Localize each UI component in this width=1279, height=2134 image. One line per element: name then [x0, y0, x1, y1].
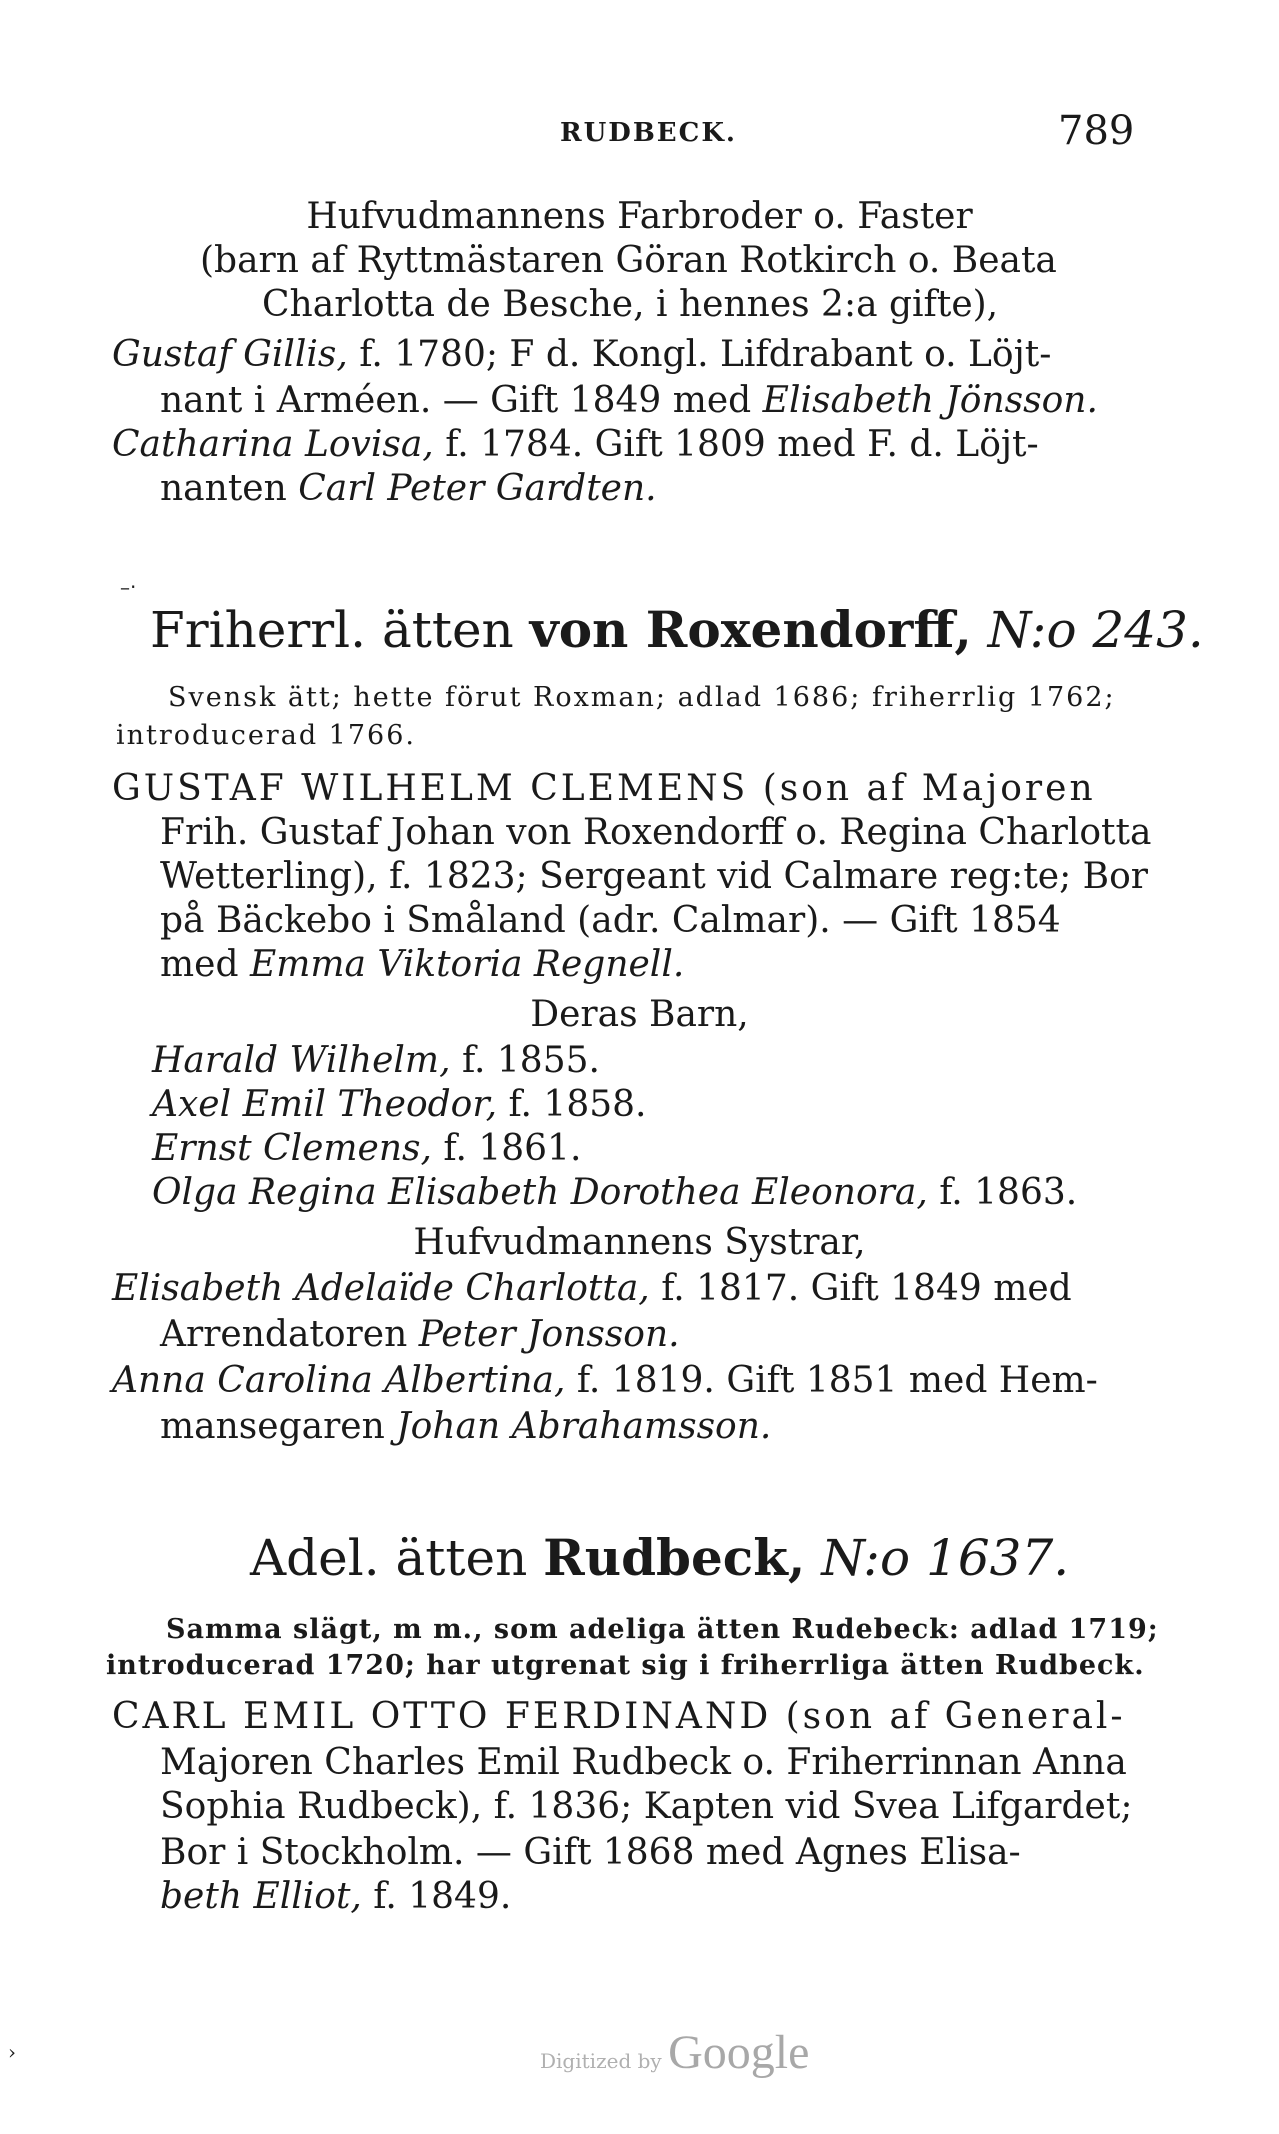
family-note: Samma slägt, m m., som adeliga ätten Rudebeck: adlad 1719; — [166, 1614, 1159, 1645]
family-title: Adel. ätten Rudbeck, N:o 1637. — [250, 1528, 1070, 1587]
entry-text: nant i Arméen. — Gift 1849 med — [160, 380, 763, 421]
main-entry-line: Sophia Rudbeck), f. 1836; Kapten vid Svea Lifgardet; — [160, 1786, 1133, 1827]
sister-name: Anna Carolina Albertina, — [112, 1360, 566, 1401]
text-line: Charlotta de Besche, i hennes 2:a gifte), — [262, 284, 999, 325]
entry-text: f. 1784. Gift 1809 med F. d. Löjt- — [433, 424, 1039, 465]
child-name: Harald Wilhelm, — [152, 1040, 451, 1081]
section-heading: Hufvudmannens Farbroder o. Faster — [306, 196, 973, 237]
main-entry-line: Wetterling), f. 1823; Sergeant vid Calmare reg:te; Bor — [160, 856, 1148, 897]
entry-line — [112, 334, 1051, 375]
spouse-name: Peter Jonsson. — [418, 1314, 680, 1355]
entry-line — [160, 380, 1098, 421]
sisters-heading: Hufvudmannens Systrar, — [413, 1222, 866, 1263]
running-head: RUDBECK. — [560, 118, 737, 148]
main-entry-line: Bor i Stockholm. — Gift 1868 med Agnes Elisa- — [160, 1832, 1021, 1873]
main-entry-line: beth Elliot, f. 1849. — [160, 1876, 512, 1917]
sister-entry: Elisabeth Adelaïde Charlotta, f. 1817. Gift 1849 med — [112, 1268, 1072, 1309]
sister-name: Elisabeth Adelaïde Charlotta, — [112, 1268, 650, 1309]
family-note: Svensk ätt; hette förut Roxman; adlad 1686; friherrlig 1762; — [168, 682, 1116, 713]
child-name: Olga Regina Elisabeth Dorothea Eleonora, — [152, 1172, 928, 1213]
google-logo: Google — [668, 2026, 810, 2079]
page-number: 789 — [1058, 108, 1135, 154]
spouse-name: beth Elliot, — [160, 1876, 362, 1917]
family-name: Rudbeck, — [543, 1528, 806, 1587]
entry-text: nanten — [160, 468, 299, 509]
main-entry-line: Majoren Charles Emil Rudbeck o. Friherrinnan Anna — [160, 1742, 1127, 1783]
children-heading: Deras Barn, — [530, 994, 749, 1035]
main-entry-line: CARL EMIL OTTO FERDINAND (son af General- — [112, 1696, 1126, 1737]
person-name: Catharina Lovisa, — [112, 424, 434, 465]
main-entry-line: med Emma Viktoria Regnell. — [160, 944, 685, 985]
spouse-name: Carl Peter Gardten. — [298, 468, 657, 509]
family-note: introducerad 1766. — [116, 720, 416, 751]
family-title: Friherrl. ätten von Roxendorff, N:o 243. — [150, 600, 1204, 659]
child-entry: Olga Regina Elisabeth Dorothea Eleonora, f. 1863. — [152, 1172, 1078, 1213]
family-note: introducerad 1720; har utgrenat sig i friherrliga ätten Rudbeck. — [106, 1650, 1145, 1681]
child-name: Ernst Clemens, — [152, 1128, 432, 1169]
ornament-mark: –‧ — [120, 575, 137, 599]
child-entry: Axel Emil Theodor, f. 1858. — [152, 1084, 647, 1125]
entry-text: f. 1780; F d. Kongl. Lifdrabant o. Löjt- — [347, 334, 1052, 375]
family-name: von Roxendorff, — [529, 600, 972, 659]
sister-entry: Arrendatoren Peter Jonsson. — [160, 1314, 680, 1355]
main-entry-line: GUSTAF WILHELM CLEMENS (son af Majoren — [112, 768, 1096, 809]
sister-entry: Anna Carolina Albertina, f. 1819. Gift 1851 med Hem- — [112, 1360, 1098, 1401]
digitized-watermark: Digitized by Google — [540, 2026, 810, 2079]
entry-line — [112, 424, 1039, 465]
spouse-name: Emma Viktoria Regnell. — [249, 944, 685, 985]
child-name: Axel Emil Theodor, — [152, 1084, 498, 1125]
text-line: (barn af Ryttmästaren Göran Rotkirch o. Beata — [200, 240, 1057, 281]
person-name: Gustaf Gillis, — [112, 334, 348, 375]
spouse-name: Johan Abrahamsson. — [396, 1406, 772, 1447]
main-entry-line: på Bäckebo i Småland (adr. Calmar). — Gift 1854 — [160, 900, 1061, 941]
sister-entry: mansegaren Johan Abrahamsson. — [160, 1406, 772, 1447]
child-entry: Ernst Clemens, f. 1861. — [152, 1128, 582, 1169]
entry-line — [160, 468, 657, 509]
spouse-name: Elisabeth Jönsson. — [762, 380, 1098, 421]
margin-mark: › — [8, 2040, 16, 2064]
main-entry-line: Frih. Gustaf Johan von Roxendorff o. Regina Charlotta — [160, 812, 1152, 853]
child-entry: Harald Wilhelm, f. 1855. — [152, 1040, 600, 1081]
